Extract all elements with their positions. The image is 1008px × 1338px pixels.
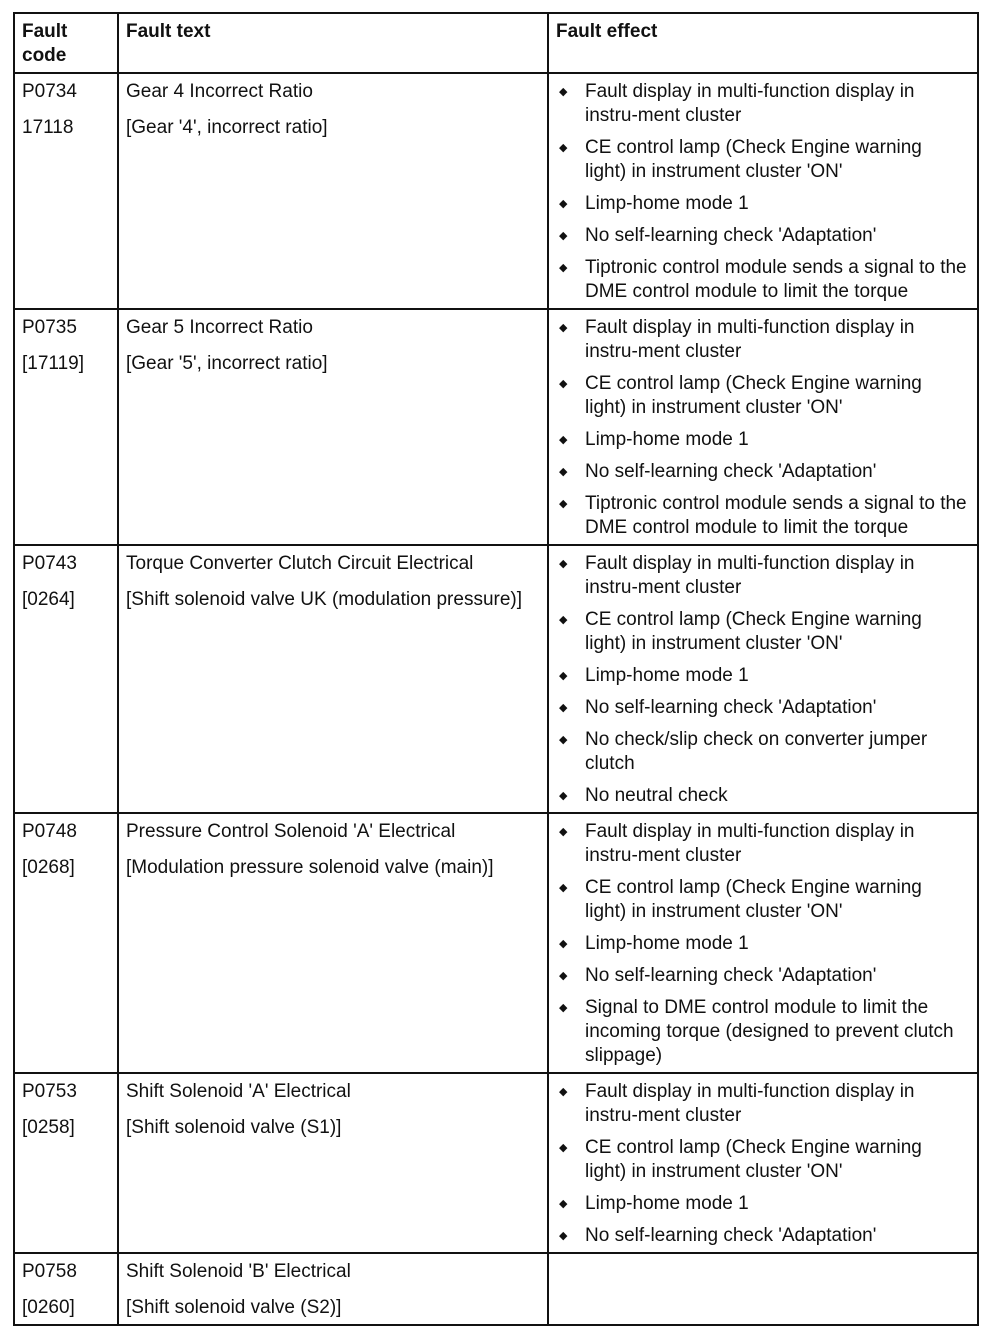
table-row bbox=[14, 73, 978, 309]
fault-effect-cell bbox=[548, 73, 978, 309]
diamond-bullet-icon: ◆ bbox=[559, 826, 568, 838]
fault-effect-text: Fault display in multi-function display in instru-ment cluster bbox=[585, 317, 915, 362]
fault-text-cell bbox=[118, 1073, 548, 1253]
table-row bbox=[14, 1253, 978, 1325]
alt-fault-code: [0268] bbox=[22, 857, 75, 878]
fault-table bbox=[13, 12, 979, 1326]
fault-code-cell bbox=[14, 309, 118, 545]
diamond-bullet-icon: ◆ bbox=[559, 1002, 568, 1014]
fault-text: Shift Solenoid 'B' Electrical bbox=[126, 1261, 351, 1282]
fault-effect-text: No self-learning check 'Adaptation' bbox=[585, 225, 877, 246]
fault-code-cell bbox=[14, 545, 118, 813]
fault-effect-list bbox=[549, 546, 977, 812]
fault-text-cell bbox=[118, 813, 548, 1073]
diamond-bullet-icon: ◆ bbox=[559, 734, 568, 746]
fault-effect-text: Limp-home mode 1 bbox=[585, 1193, 749, 1214]
fault-effect-text: Fault display in multi-function display in instru-ment cluster bbox=[585, 553, 915, 598]
fault-effect-cell bbox=[548, 1253, 978, 1325]
diamond-bullet-icon: ◆ bbox=[559, 790, 568, 802]
fault-code-cell bbox=[14, 1073, 118, 1253]
diamond-bullet-icon: ◆ bbox=[559, 434, 568, 446]
fault-code: P0743 bbox=[22, 553, 77, 574]
alt-fault-text: [Gear '5', incorrect ratio] bbox=[126, 353, 328, 374]
fault-effect-cell bbox=[548, 309, 978, 545]
fault-code-cell bbox=[14, 73, 118, 309]
diamond-bullet-icon: ◆ bbox=[559, 230, 568, 242]
list-item bbox=[557, 1192, 967, 1216]
list-item bbox=[557, 372, 967, 420]
header-fault-effect: Fault effect bbox=[548, 13, 978, 73]
diamond-bullet-icon: ◆ bbox=[559, 198, 568, 210]
fault-effect-text: Tiptronic control module sends a signal to the DME control module to limit the torque bbox=[585, 493, 967, 538]
list-item bbox=[557, 192, 967, 216]
diamond-bullet-icon: ◆ bbox=[559, 1230, 568, 1242]
list-item bbox=[557, 80, 967, 128]
list-item bbox=[557, 428, 967, 452]
fault-text: Pressure Control Solenoid 'A' Electrical bbox=[126, 821, 456, 842]
fault-effect-list bbox=[549, 74, 977, 308]
diamond-bullet-icon: ◆ bbox=[559, 670, 568, 682]
fault-effect-text: CE control lamp (Check Engine warning light) in instrument cluster 'ON' bbox=[585, 1137, 922, 1182]
fault-effect-text: CE control lamp (Check Engine warning light) in instrument cluster 'ON' bbox=[585, 609, 922, 654]
alt-fault-code: [0260] bbox=[22, 1297, 75, 1318]
list-item bbox=[557, 492, 967, 540]
diamond-bullet-icon: ◆ bbox=[559, 262, 568, 274]
list-item bbox=[557, 696, 967, 720]
list-item bbox=[557, 664, 967, 688]
list-item bbox=[557, 552, 967, 600]
list-item bbox=[557, 1136, 967, 1184]
fault-effect-text: Limp-home mode 1 bbox=[585, 193, 749, 214]
list-item bbox=[557, 136, 967, 184]
fault-effect-list bbox=[549, 1074, 977, 1252]
list-item bbox=[557, 964, 967, 988]
fault-effect-text: No neutral check bbox=[585, 785, 728, 806]
list-item bbox=[557, 876, 967, 924]
header-fault-code: Fault code bbox=[14, 13, 118, 73]
table-row bbox=[14, 1073, 978, 1253]
fault-text-cell bbox=[118, 545, 548, 813]
alt-fault-text: [Modulation pressure solenoid valve (main)] bbox=[126, 857, 494, 878]
fault-effect-text: Limp-home mode 1 bbox=[585, 429, 749, 450]
fault-code: P0735 bbox=[22, 317, 77, 338]
fault-effect-text: Limp-home mode 1 bbox=[585, 933, 749, 954]
fault-effect-text: Fault display in multi-function display in instru-ment cluster bbox=[585, 81, 915, 126]
fault-effect-text: Limp-home mode 1 bbox=[585, 665, 749, 686]
fault-effect-text: Fault display in multi-function display in instru-ment cluster bbox=[585, 1081, 915, 1126]
fault-effect-cell bbox=[548, 545, 978, 813]
fault-code-cell bbox=[14, 813, 118, 1073]
table-row bbox=[14, 813, 978, 1073]
list-item bbox=[557, 316, 967, 364]
fault-effect-text: CE control lamp (Check Engine warning light) in instrument cluster 'ON' bbox=[585, 877, 922, 922]
diamond-bullet-icon: ◆ bbox=[559, 882, 568, 894]
alt-fault-text: [Shift solenoid valve (S2)] bbox=[126, 1297, 342, 1318]
list-item bbox=[557, 728, 967, 776]
fault-text: Torque Converter Clutch Circuit Electrical bbox=[126, 553, 474, 574]
alt-fault-code: 17118 bbox=[22, 117, 74, 138]
alt-fault-text: [Shift solenoid valve UK (modulation pressure)] bbox=[126, 589, 523, 610]
fault-effect-text: No self-learning check 'Adaptation' bbox=[585, 697, 877, 718]
diamond-bullet-icon: ◆ bbox=[559, 498, 568, 510]
list-item bbox=[557, 820, 967, 868]
fault-effect-list bbox=[549, 310, 977, 544]
diamond-bullet-icon: ◆ bbox=[559, 142, 568, 154]
fault-text: Gear 5 Incorrect Ratio bbox=[126, 317, 313, 338]
fault-text-cell bbox=[118, 73, 548, 309]
list-item bbox=[557, 932, 967, 956]
list-item bbox=[557, 784, 967, 808]
fault-effect-text: Signal to DME control module to limit the incoming torque (designed to prevent clutch slippage) bbox=[585, 997, 954, 1066]
table-row bbox=[14, 309, 978, 545]
fault-code-cell bbox=[14, 1253, 118, 1325]
list-item bbox=[557, 996, 967, 1068]
alt-fault-code: [0258] bbox=[22, 1117, 75, 1138]
diamond-bullet-icon: ◆ bbox=[559, 1086, 568, 1098]
fault-effect-text: Tiptronic control module sends a signal to the DME control module to limit the torque bbox=[585, 257, 967, 302]
alt-fault-text: [Gear '4', incorrect ratio] bbox=[126, 117, 328, 138]
diamond-bullet-icon: ◆ bbox=[559, 970, 568, 982]
fault-effect-text: Fault display in multi-function display in instru-ment cluster bbox=[585, 821, 915, 866]
list-item bbox=[557, 460, 967, 484]
fault-text: Shift Solenoid 'A' Electrical bbox=[126, 1081, 351, 1102]
fault-code: P0753 bbox=[22, 1081, 77, 1102]
alt-fault-code: [0264] bbox=[22, 589, 75, 610]
fault-code: P0758 bbox=[22, 1261, 77, 1282]
alt-fault-code: [17119] bbox=[22, 353, 84, 374]
fault-effect-list bbox=[549, 814, 977, 1072]
fault-effect-text: No self-learning check 'Adaptation' bbox=[585, 1225, 877, 1246]
fault-text-cell bbox=[118, 309, 548, 545]
diamond-bullet-icon: ◆ bbox=[559, 378, 568, 390]
list-item bbox=[557, 224, 967, 248]
fault-code: P0734 bbox=[22, 81, 77, 102]
diamond-bullet-icon: ◆ bbox=[559, 558, 568, 570]
header-fault-text: Fault text bbox=[118, 13, 548, 73]
diamond-bullet-icon: ◆ bbox=[559, 702, 568, 714]
fault-effect-text: No check/slip check on converter jumper clutch bbox=[585, 729, 928, 774]
fault-effect-cell bbox=[548, 1073, 978, 1253]
list-item bbox=[557, 1080, 967, 1128]
diamond-bullet-icon: ◆ bbox=[559, 1142, 568, 1154]
fault-text-cell bbox=[118, 1253, 548, 1325]
fault-text: Gear 4 Incorrect Ratio bbox=[126, 81, 313, 102]
diamond-bullet-icon: ◆ bbox=[559, 938, 568, 950]
fault-effect-cell bbox=[548, 813, 978, 1073]
list-item bbox=[557, 1224, 967, 1248]
header-row bbox=[14, 13, 978, 73]
fault-effect-text: CE control lamp (Check Engine warning light) in instrument cluster 'ON' bbox=[585, 373, 922, 418]
fault-rows bbox=[14, 73, 978, 1325]
fault-effect-text: CE control lamp (Check Engine warning light) in instrument cluster 'ON' bbox=[585, 137, 922, 182]
list-item bbox=[557, 608, 967, 656]
fault-code: P0748 bbox=[22, 821, 77, 842]
diamond-bullet-icon: ◆ bbox=[559, 322, 568, 334]
diamond-bullet-icon: ◆ bbox=[559, 466, 568, 478]
diamond-bullet-icon: ◆ bbox=[559, 614, 568, 626]
fault-effect-text: No self-learning check 'Adaptation' bbox=[585, 965, 877, 986]
alt-fault-text: [Shift solenoid valve (S1)] bbox=[126, 1117, 342, 1138]
fault-effect-text: No self-learning check 'Adaptation' bbox=[585, 461, 877, 482]
diamond-bullet-icon: ◆ bbox=[559, 86, 568, 98]
table-row bbox=[14, 545, 978, 813]
diamond-bullet-icon: ◆ bbox=[559, 1198, 568, 1210]
list-item bbox=[557, 256, 967, 304]
